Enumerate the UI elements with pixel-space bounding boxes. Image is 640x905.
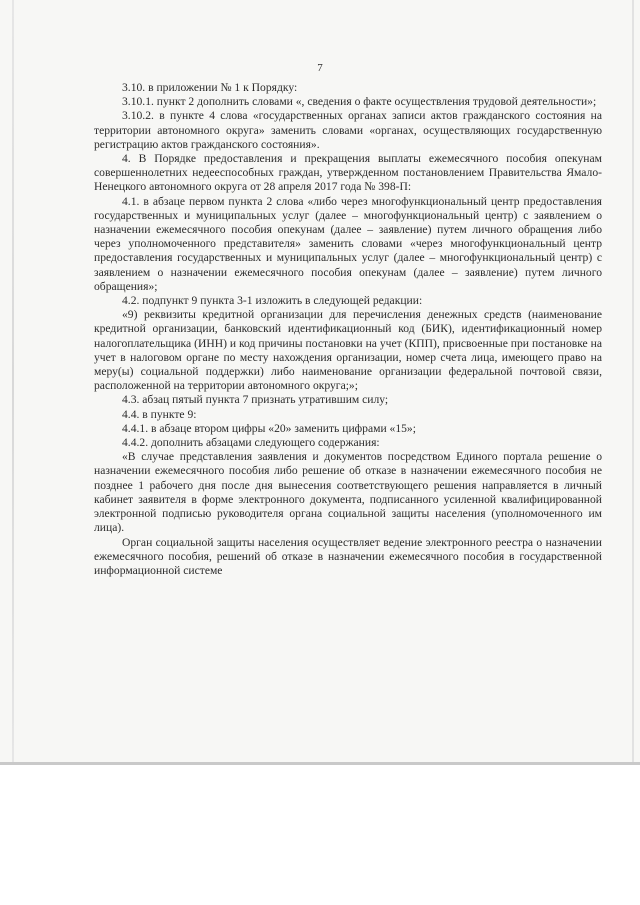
paragraph: «9) реквизиты кредитной организации для перечисления денежных средств (наименование кредитной организации, банковский идентификационный код (БИК), идентификационный номер налогоплательщика (ИНН) и код причины постановки на учет (КПП), присвоенные при постановке на учет в налоговом органе по месту нахождения организации, номер счета лица, имеющего право на меру(ы) социальной поддержки) либо наименование организации федеральной почтовой связи, расположенной на территории автономного округа;»; bbox=[94, 308, 602, 393]
paragraph: 4.3. абзац пятый пункта 7 признать утратившим силу; bbox=[122, 393, 389, 407]
blank-margin bbox=[0, 765, 640, 905]
paragraph: «В случае представления заявления и документов посредством Единого портала решение о назначении ежемесячного пособия либо решение об отказе в назначении ежемесячного пособия не позднее 1 рабочего дня после дня вынесения соответствующего решения направляется в личный кабинет заявителя в форме электронного документа, подписанного усиленной квалифицированной электронной подписью руководителя органа социальной защиты населения (уполномоченного им лица). bbox=[94, 450, 602, 535]
document-body bbox=[94, 81, 602, 578]
paragraph: 4.4.2. дополнить абзацами следующего содержания: bbox=[122, 436, 380, 450]
page-number: 7 bbox=[317, 62, 323, 74]
paragraph: 3.10.1. пункт 2 дополнить словами «, сведения о факте осуществления трудовой деятельности»; bbox=[122, 95, 597, 109]
paragraph: 4.4. в пункте 9: bbox=[122, 407, 197, 421]
paragraph: 4.4.1. в абзаце втором цифры «20» заменить цифрами «15»; bbox=[122, 421, 416, 435]
paragraph: Орган социальной защиты населения осуществляет ведение электронного реестра о назначении ежемесячного пособия, решений об отказе в назначении ежемесячного пособия в государственной информационной системе bbox=[94, 535, 602, 577]
paragraph: 3.10. в приложении № 1 к Порядку: bbox=[122, 81, 298, 94]
paragraph: 3.10.2. в пункте 4 слова «государственных органах записи актов гражданского состояния на территории автономного округа» заменить словами «органах, осуществляющих государственную регистрацию актов гражданского состояния». bbox=[94, 109, 602, 151]
paragraph: 4. В Порядке предоставления и прекращения выплаты ежемесячного пособия опекунам совершеннолетних недееспособных граждан, утвержденном постановлением Правительства Ямало-Ненецкого автономного округа от 28 апреля 2017 года № 398-П: bbox=[94, 152, 602, 194]
paragraph: 4.2. подпункт 9 пункта 3-1 изложить в следующей редакции: bbox=[122, 294, 423, 308]
paragraph: 4.1. в абзаце первом пункта 2 слова «либо через многофункциональный центр предоставления государственных и муниципальных услуг (далее – многофункциональный центр) с заявлением о назначении ежемесячного пособия опекунам (далее – заявление) путем личного обращения либо через уполномоченного представителя» заменить словами «через многофункциональный центр предоставления государственных и муниципальных услуг (далее – многофункциональный центр) с заявлением о назначении ежемесячного пособия опекунам (далее – заявление) путем личного обращения»; bbox=[94, 194, 602, 293]
